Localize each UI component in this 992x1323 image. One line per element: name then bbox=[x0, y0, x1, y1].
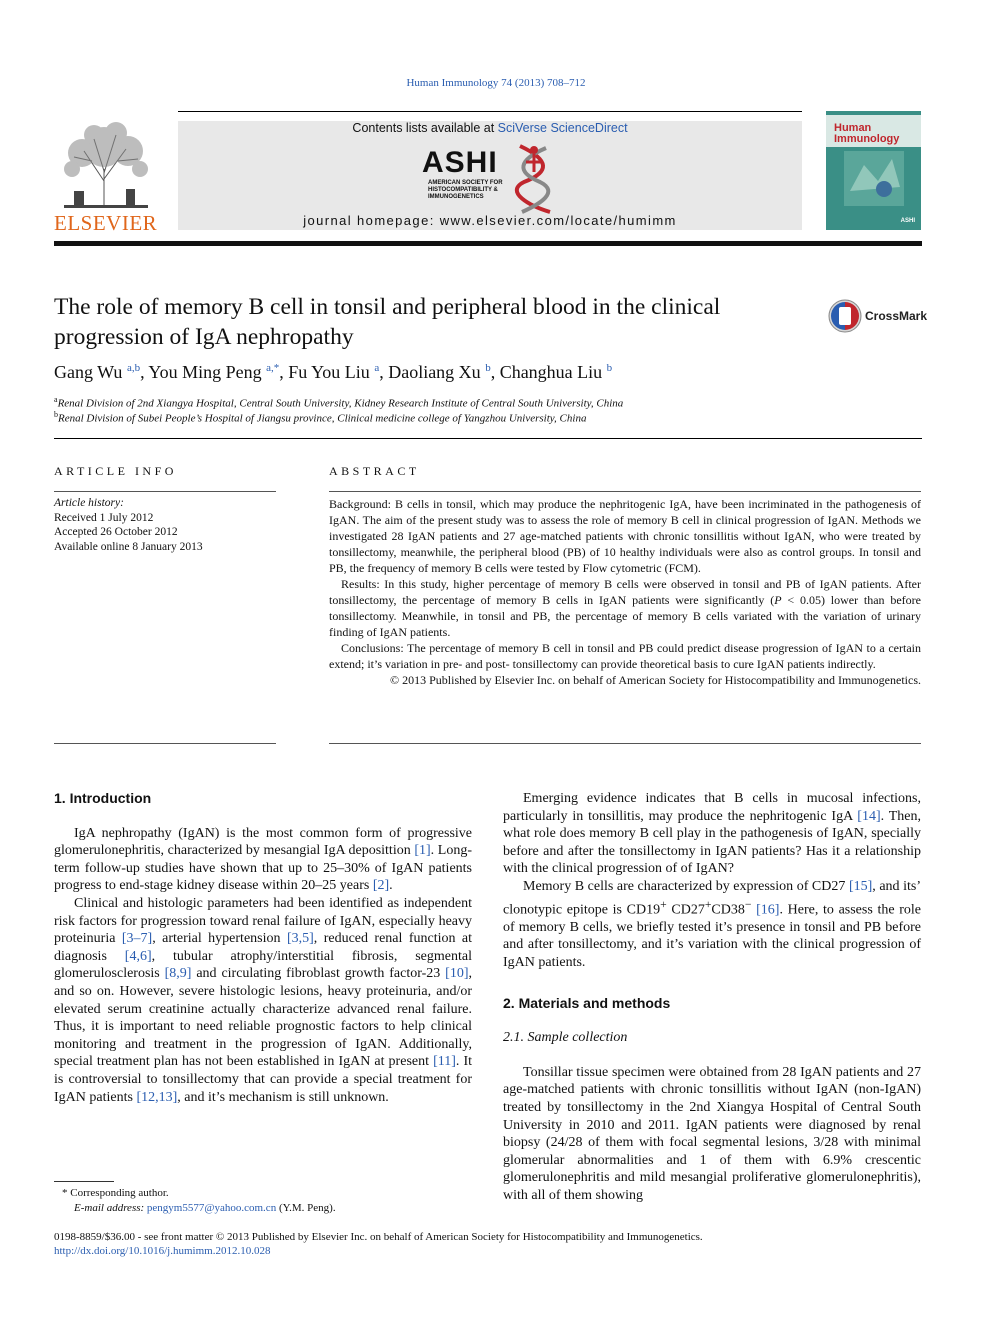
ref-link[interactable]: [1] bbox=[414, 843, 431, 859]
ref-link[interactable]: [2] bbox=[372, 878, 390, 894]
text: Memory B cells are characterized by expression of CD27 bbox=[523, 878, 849, 894]
article-title: The role of memory B cell in tonsil and peripheral blood in the clinical progression of IgA nephropathy bbox=[54, 294, 721, 350]
text: Clinical and histologic parameters had been identified as independent risk factors for progression toward renal failure of IgAN, especially heavy proteinuria bbox=[54, 895, 472, 947]
cover-title-line: Immunology bbox=[834, 133, 900, 145]
affiliation-key: b bbox=[54, 410, 58, 419]
text: . Then, what role does memory B cell play in the pathogenesis of IgAN, specially before and after the tonsillectomy in IgAN patients? Has it a relationship with the clinical progression of of IgAN? bbox=[503, 808, 921, 877]
intro-paragraph-4 bbox=[503, 878, 921, 972]
doi-link[interactable]: http://dx.doi.org/10.1016/j.humimm.2012.10.028 bbox=[54, 1245, 271, 1257]
article-info-label: ARTICLE INFO bbox=[54, 464, 177, 478]
abstract-background: Background: B cells in tonsil, which may produce the nephritogenic IgA, have been incriminated in the pathogenesis of IgAN. The aim of the present study was to assess the role of memory B cell in clinical progression of IgAN. Methods we investigated 28 IgAN patients and 27 age-matched patients with chronic tonsillitis without IgAN, who were treated by tonsillectomy, meanwhile, the peripheral blood (PB) of 10 healthy individuals were also as control groups. In tonsil and PB, the frequency of memory B cells were tested by Flow cytometric (FCM). bbox=[329, 497, 921, 575]
text: , arterial hypertension bbox=[152, 931, 287, 947]
ref-link[interactable]: [10] bbox=[445, 966, 469, 982]
ref-link[interactable]: [16] bbox=[756, 902, 780, 918]
text: CD27 bbox=[666, 902, 705, 918]
article-info-rule bbox=[54, 491, 276, 492]
author-affiliation-mark[interactable]: b bbox=[485, 362, 491, 374]
abstract-body bbox=[329, 496, 921, 688]
abstract-conclusions: Conclusions: The percentage of memory B cell in tonsil and PB could predict disease progression of IgAN to a certain extend; it’s variation in pre- and post- tonsillectomy can provide theoretical basis to cure IgAN patients indirectly. bbox=[329, 641, 921, 671]
cover-art-icon bbox=[844, 151, 904, 206]
text: . Long-term follow-up studies have shown that up to 25–30% of IgAN patients progress to end-stage kidney disease within 20–25 years bbox=[54, 843, 472, 894]
sample-collection-heading: 2.1. Sample collection bbox=[503, 1030, 628, 1046]
text: . It is controversial to tonsillectomy that can provide a special treatment for IgAN patients bbox=[54, 1054, 472, 1105]
email-link[interactable]: pengym5577@yahoo.com.cn bbox=[146, 1202, 277, 1214]
contents-prefix: Contents lists available at bbox=[352, 121, 498, 135]
text: . bbox=[389, 878, 393, 894]
introduction-heading: 1. Introduction bbox=[54, 790, 152, 806]
crossmark-label: CrossMark bbox=[865, 309, 928, 323]
text: IgA nephropathy (IgAN) is the most common form of progressive glomerulonephritis, characterized by mesangial IgA deposittion bbox=[54, 825, 472, 859]
sciencedirect-link[interactable]: SciVerse ScienceDirect bbox=[497, 121, 628, 135]
methods-heading: 2. Materials and methods bbox=[503, 994, 671, 1011]
results-text-cont: < 0.05) lower than before tonsillectomy. Meanwhile, in tonsil and PB, the percentage of memory B cells variated with the variation of urinary finding of IgAN patients. bbox=[329, 593, 922, 639]
text: , tubular atrophy/interstitial fibrosis, segmental glomerulosclerosis bbox=[54, 948, 472, 982]
journal-citation[interactable]: Human Immunology 74 (2013) 708–712 bbox=[406, 77, 586, 89]
corresponding-note: * Corresponding author. bbox=[62, 1187, 169, 1199]
article-info-bottom-rule bbox=[54, 743, 276, 744]
cover-title-line: Human bbox=[834, 122, 872, 134]
right-column bbox=[503, 790, 921, 1205]
ashi-subtitle bbox=[428, 180, 503, 201]
abstract-bottom-rule bbox=[329, 743, 921, 744]
ref-link[interactable]: [12,13] bbox=[136, 1089, 178, 1105]
ref-link[interactable]: [11] bbox=[433, 1054, 456, 1070]
ashi-logo bbox=[422, 142, 562, 216]
intro-paragraph-2 bbox=[54, 895, 472, 1106]
affiliation-text: Renal Division of 2nd Xiangya Hospital, Central South University, Kidney Research Institute of Central South University, China bbox=[57, 397, 624, 410]
author-name[interactable]: You Ming Peng bbox=[148, 362, 262, 382]
affiliation-key: a bbox=[54, 395, 58, 404]
author-separator: , bbox=[279, 362, 289, 382]
corresponding-text: Corresponding author. bbox=[70, 1187, 169, 1199]
affiliation-b bbox=[54, 410, 914, 425]
left-column bbox=[54, 790, 472, 1106]
ashi-word: ASHI bbox=[422, 146, 498, 179]
online-date: Available online 8 January 2013 bbox=[54, 540, 203, 553]
issn-line: 0198-8859/$36.00 - see front matter © 2013 Published by Elsevier Inc. on behalf of American Society for Histocompatibility and Immunogenetics. bbox=[54, 1231, 703, 1243]
abstract-label: ABSTRACT bbox=[329, 464, 420, 478]
affiliation-rule bbox=[54, 438, 922, 439]
text: Emerging evidence indicates that B cells in mucosal infections, particularly in tonsillitis, may produce the nephritogenic IgA bbox=[503, 791, 921, 824]
author-separator: , bbox=[379, 362, 389, 382]
superscript: − bbox=[744, 897, 752, 911]
author-list bbox=[54, 362, 914, 383]
author-affiliation-mark[interactable]: a,* bbox=[266, 362, 280, 374]
crossmark-badge[interactable] bbox=[827, 298, 927, 334]
intro-paragraph-3 bbox=[503, 790, 921, 878]
cover-title bbox=[834, 123, 899, 145]
ashi-sub-line: HISTOCOMPATIBILITY & bbox=[428, 187, 498, 193]
elsevier-wordmark: ELSEVIER bbox=[54, 211, 158, 235]
email-note bbox=[54, 1201, 474, 1216]
text: , and its’ clonotypic epitope is CD19 bbox=[503, 878, 921, 918]
text: , reduced renal function at diagnosis bbox=[54, 931, 473, 964]
author-affiliation-mark[interactable]: a bbox=[374, 362, 380, 374]
affiliation-text: Renal Division of Subei People’s Hospital of Jiangsu province, Clinical medicine college of Yangzhou University, China bbox=[58, 412, 587, 425]
author-separator: , bbox=[140, 362, 149, 382]
crossmark-icon bbox=[827, 298, 863, 334]
dna-helix-icon bbox=[510, 142, 560, 216]
author-separator: , bbox=[490, 362, 500, 382]
results-text: Results: In this study, higher percentage of memory B cells were observed in tonsil and PB of IgAN patients. After tonsillectomy, the percentage of memory B cells in IgAN patients were significantly ( bbox=[329, 577, 921, 607]
author-name[interactable]: Changhua Liu bbox=[499, 362, 603, 382]
methods-paragraph-1: Tonsillar tissue specimen were obtained from 28 IgAN patients and 27 age-matched patients with chronic tonsillitis without IgAN (non-IgAN) treated by tonsillectomy in the 2nd Xiangya Hospital of Central South University in 2010 and 2011. IgAN patients were diagnosed by renal biopsy (24/28 of them with focal segmental lesions, 3/28 with minimal glomerular abnormalities and 1 of them with 6.9% crescentic glomerulonephritis and mild mesangial proliferative glomerulonephritis), with all of them showing bbox=[503, 1064, 921, 1203]
received-date: Received 1 July 2012 bbox=[54, 511, 154, 524]
cover-ashi-mark: ASHI bbox=[900, 218, 915, 224]
ref-link[interactable]: [15] bbox=[848, 878, 873, 894]
bottom-metadata bbox=[54, 1230, 934, 1258]
author-affiliation-mark[interactable]: a,b bbox=[126, 362, 141, 374]
author-name[interactable]: Gang Wu bbox=[54, 362, 123, 382]
ashi-sub-line: IMMUNOGENETICS bbox=[428, 194, 484, 200]
intro-paragraph-1 bbox=[54, 825, 472, 895]
p-value-symbol: P bbox=[774, 593, 782, 607]
text: and circulating fibroblast growth factor-23 bbox=[191, 966, 446, 982]
text: CD38 bbox=[711, 902, 745, 918]
abstract-rule bbox=[329, 491, 921, 492]
journal-homepage[interactable]: journal homepage: www.elsevier.com/locate/humimm bbox=[303, 213, 677, 228]
author-name[interactable]: Fu You Liu bbox=[288, 362, 370, 382]
email-owner: (Y.M. Peng). bbox=[278, 1202, 336, 1214]
ref-link[interactable]: [3,5] bbox=[286, 931, 314, 947]
ref-link[interactable]: [8,9] bbox=[164, 966, 192, 982]
text: , and it’s mechanism is still unknown. bbox=[177, 1089, 389, 1105]
accepted-date: Accepted 26 October 2012 bbox=[54, 526, 178, 538]
article-history bbox=[54, 496, 276, 554]
affiliation-a bbox=[54, 395, 914, 410]
text: , and so on. However, severe histologic lesions, heavy proteinuria, and/or elevated serum creatinine actually characterize advanced renal failure. Thus, it is important to need reliable prognostic factors to help clinical monitoring and treatment in the progression of IgAN. Additionally, special treatment plan has not been established in IgAN at present bbox=[54, 966, 472, 1070]
ashi-sub-line: AMERICAN SOCIETY FOR bbox=[428, 180, 503, 186]
footnote bbox=[54, 1186, 474, 1216]
author-affiliation-mark[interactable]: b bbox=[606, 362, 613, 374]
email-label: E-mail address: bbox=[74, 1202, 145, 1214]
author-name[interactable]: Daoliang Xu bbox=[388, 362, 481, 382]
header-bottom-rule bbox=[54, 241, 922, 246]
history-label: Article history: bbox=[54, 497, 124, 509]
abstract-results bbox=[329, 576, 921, 640]
footnote-rule bbox=[54, 1181, 114, 1182]
header-top-rule bbox=[178, 111, 802, 112]
journal-cover[interactable] bbox=[826, 111, 921, 230]
superscript: + bbox=[704, 897, 712, 911]
ref-link[interactable]: [3–7] bbox=[121, 931, 153, 947]
abstract-copyright: © 2013 Published by Elsevier Inc. on behalf of American Society for Histocompatibility and Immunogenetics. bbox=[389, 673, 921, 687]
superscript: + bbox=[660, 897, 667, 911]
text: . Here, to assess the role of memory B cells, we briefly tested it’s presence in tonsil and PB before and after tonsillectomy, and it’s variation with the clinical progression of IgAN patients. bbox=[503, 902, 922, 970]
contents-line bbox=[178, 121, 802, 135]
ref-link[interactable]: [14] bbox=[857, 808, 881, 824]
ref-link[interactable]: [4,6] bbox=[124, 948, 152, 964]
